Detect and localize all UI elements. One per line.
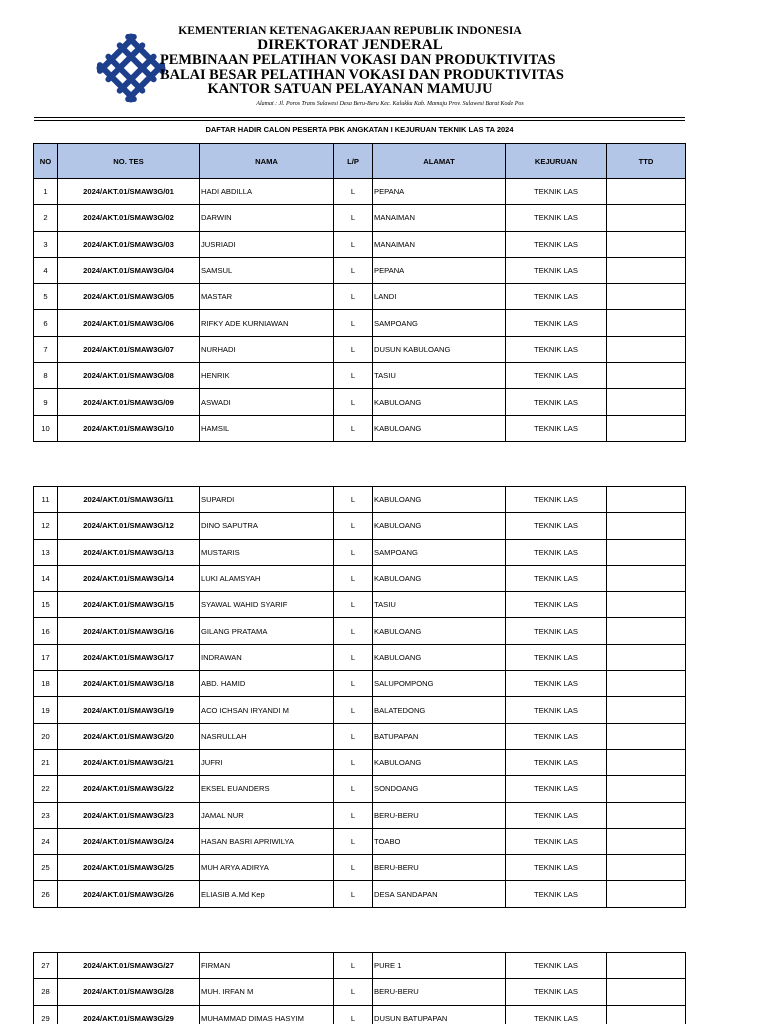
cell-nama: HENRIK <box>200 363 334 389</box>
cell-nama: JUSRIADI <box>200 231 334 257</box>
cell-alamat: PEPANA <box>373 179 506 205</box>
cell-no-tes: 2024/AKT.01/SMAW3G/03 <box>58 231 200 257</box>
cell-ttd <box>607 776 686 802</box>
cell-nama: SAMSUL <box>200 257 334 283</box>
office-name: KANTOR SATUAN PELAYANAN MAMUJU <box>207 81 493 98</box>
table-row <box>34 336 686 362</box>
cell-no: 5 <box>34 284 58 310</box>
cell-nama: HASAN BASRI APRIWILYA <box>200 828 334 854</box>
table-row <box>34 363 686 389</box>
cell-kejuruan: TEKNIK LAS <box>506 257 607 283</box>
cell-ttd <box>607 802 686 828</box>
cell-nama: ABD. HAMID <box>200 671 334 697</box>
institution-name: BALAI BESAR PELATIHAN VOKASI DAN PRODUKTIVITAS <box>160 66 564 83</box>
cell-lp: L <box>334 828 373 854</box>
cell-lp: L <box>334 487 373 513</box>
cell-no-tes: 2024/AKT.01/SMAW3G/04 <box>58 257 200 283</box>
cell-kejuruan: TEKNIK LAS <box>506 671 607 697</box>
cell-no-tes: 2024/AKT.01/SMAW3G/07 <box>58 336 200 362</box>
cell-kejuruan: TEKNIK LAS <box>506 953 607 979</box>
cell-no: 4 <box>34 257 58 283</box>
cell-lp: L <box>334 310 373 336</box>
cell-no: 12 <box>34 513 58 539</box>
header-kejuruan: KEJURUAN <box>506 144 607 179</box>
table-row <box>34 953 686 979</box>
cell-no-tes: 2024/AKT.01/SMAW3G/13 <box>58 539 200 565</box>
cell-nama: FIRMAN <box>200 953 334 979</box>
cell-lp: L <box>334 802 373 828</box>
cell-ttd <box>607 179 686 205</box>
cell-no-tes: 2024/AKT.01/SMAW3G/25 <box>58 855 200 881</box>
cell-no: 27 <box>34 953 58 979</box>
cell-no: 21 <box>34 749 58 775</box>
cell-lp: L <box>334 979 373 1005</box>
cell-ttd <box>607 539 686 565</box>
cell-alamat: BALATEDONG <box>373 697 506 723</box>
cell-kejuruan: TEKNIK LAS <box>506 855 607 881</box>
cell-alamat: SALUPOMPONG <box>373 671 506 697</box>
cell-kejuruan: TEKNIK LAS <box>506 205 607 231</box>
attendance-table-3 <box>33 952 686 1024</box>
table-row <box>34 565 686 591</box>
table-row <box>34 776 686 802</box>
cell-no: 8 <box>34 363 58 389</box>
cell-alamat: BATUPAPAN <box>373 723 506 749</box>
cell-no: 29 <box>34 1005 58 1024</box>
table-row <box>34 644 686 670</box>
cell-alamat: TASIU <box>373 363 506 389</box>
table-row <box>34 231 686 257</box>
cell-kejuruan: TEKNIK LAS <box>506 644 607 670</box>
cell-ttd <box>607 881 686 907</box>
cell-no: 20 <box>34 723 58 749</box>
table-row <box>34 389 686 415</box>
cell-no: 1 <box>34 179 58 205</box>
cell-nama: INDRAWAN <box>200 644 334 670</box>
cell-nama: DINO SAPUTRA <box>200 513 334 539</box>
letterhead-rule-thin <box>34 120 685 121</box>
cell-no: 18 <box>34 671 58 697</box>
cell-lp: L <box>334 415 373 441</box>
cell-alamat: BERU-BERU <box>373 855 506 881</box>
cell-no: 28 <box>34 979 58 1005</box>
cell-nama: MUHAMMAD DIMAS HASYIM <box>200 1005 334 1024</box>
cell-ttd <box>607 336 686 362</box>
cell-no-tes: 2024/AKT.01/SMAW3G/09 <box>58 389 200 415</box>
cell-no: 23 <box>34 802 58 828</box>
cell-alamat: SONDOANG <box>373 776 506 802</box>
cell-no: 14 <box>34 565 58 591</box>
table-row <box>34 310 686 336</box>
cell-nama: MASTAR <box>200 284 334 310</box>
table-row <box>34 855 686 881</box>
ministry-logo-icon <box>96 33 166 103</box>
cell-nama: HADI ABDILLA <box>200 179 334 205</box>
cell-kejuruan: TEKNIK LAS <box>506 513 607 539</box>
cell-no-tes: 2024/AKT.01/SMAW3G/23 <box>58 802 200 828</box>
cell-nama: JAMAL NUR <box>200 802 334 828</box>
cell-lp: L <box>334 363 373 389</box>
cell-lp: L <box>334 284 373 310</box>
table-row <box>34 592 686 618</box>
cell-ttd <box>607 310 686 336</box>
cell-ttd <box>607 284 686 310</box>
cell-alamat: MANAIMAN <box>373 231 506 257</box>
cell-no-tes: 2024/AKT.01/SMAW3G/24 <box>58 828 200 854</box>
directorate-name: DIREKTORAT JENDERAL <box>257 36 443 53</box>
cell-no: 6 <box>34 310 58 336</box>
cell-kejuruan: TEKNIK LAS <box>506 487 607 513</box>
cell-lp: L <box>334 389 373 415</box>
cell-kejuruan: TEKNIK LAS <box>506 363 607 389</box>
cell-nama: DARWIN <box>200 205 334 231</box>
cell-lp: L <box>334 565 373 591</box>
cell-nama: ACO ICHSAN IRYANDI M <box>200 697 334 723</box>
cell-kejuruan: TEKNIK LAS <box>506 179 607 205</box>
cell-lp: L <box>334 205 373 231</box>
cell-alamat: BERU-BERU <box>373 979 506 1005</box>
cell-alamat: KABULOANG <box>373 389 506 415</box>
cell-no: 11 <box>34 487 58 513</box>
cell-lp: L <box>334 749 373 775</box>
cell-nama: ASWADI <box>200 389 334 415</box>
cell-no-tes: 2024/AKT.01/SMAW3G/28 <box>58 979 200 1005</box>
cell-no-tes: 2024/AKT.01/SMAW3G/05 <box>58 284 200 310</box>
cell-nama: SUPARDI <box>200 487 334 513</box>
cell-no: 15 <box>34 592 58 618</box>
cell-no-tes: 2024/AKT.01/SMAW3G/19 <box>58 697 200 723</box>
cell-lp: L <box>334 231 373 257</box>
cell-lp: L <box>334 618 373 644</box>
office-address: Alamat : Jl. Poros Trans Sulawesi Desa Beru-Beru Kec. Kalukku Kab. Mamuju Prov. Sulawesi Barat Kode Pos <box>256 101 524 107</box>
cell-ttd <box>607 205 686 231</box>
table-row <box>34 415 686 441</box>
cell-nama: MUSTARIS <box>200 539 334 565</box>
cell-ttd <box>607 749 686 775</box>
table-row <box>34 697 686 723</box>
cell-nama: GILANG PRATAMA <box>200 618 334 644</box>
cell-no: 10 <box>34 415 58 441</box>
cell-kejuruan: TEKNIK LAS <box>506 336 607 362</box>
cell-kejuruan: TEKNIK LAS <box>506 802 607 828</box>
table-header-row <box>34 144 686 179</box>
cell-ttd <box>607 828 686 854</box>
cell-nama: MUH. IRFAN M <box>200 979 334 1005</box>
cell-lp: L <box>334 697 373 723</box>
cell-no-tes: 2024/AKT.01/SMAW3G/08 <box>58 363 200 389</box>
cell-nama: NASRULLAH <box>200 723 334 749</box>
cell-alamat: KABULOANG <box>373 644 506 670</box>
header-lp: L/P <box>334 144 373 179</box>
cell-kejuruan: TEKNIK LAS <box>506 415 607 441</box>
cell-no: 16 <box>34 618 58 644</box>
cell-lp: L <box>334 539 373 565</box>
cell-ttd <box>607 389 686 415</box>
cell-lp: L <box>334 513 373 539</box>
cell-no-tes: 2024/AKT.01/SMAW3G/27 <box>58 953 200 979</box>
letterhead-rule-thick <box>34 117 685 118</box>
cell-alamat: DESA SANDAPAN <box>373 881 506 907</box>
cell-alamat: PEPANA <box>373 257 506 283</box>
cell-alamat: KABULOANG <box>373 415 506 441</box>
cell-ttd <box>607 644 686 670</box>
cell-no-tes: 2024/AKT.01/SMAW3G/11 <box>58 487 200 513</box>
cell-no: 3 <box>34 231 58 257</box>
table-row <box>34 979 686 1005</box>
cell-lp: L <box>334 336 373 362</box>
table-row <box>34 828 686 854</box>
cell-kejuruan: TEKNIK LAS <box>506 697 607 723</box>
table-row <box>34 881 686 907</box>
cell-kejuruan: TEKNIK LAS <box>506 776 607 802</box>
cell-kejuruan: TEKNIK LAS <box>506 881 607 907</box>
cell-lp: L <box>334 855 373 881</box>
cell-alamat: KABULOANG <box>373 513 506 539</box>
cell-lp: L <box>334 723 373 749</box>
cell-nama: RIFKY ADE KURNIAWAN <box>200 310 334 336</box>
cell-kejuruan: TEKNIK LAS <box>506 592 607 618</box>
cell-kejuruan: TEKNIK LAS <box>506 723 607 749</box>
table-row <box>34 487 686 513</box>
cell-ttd <box>607 592 686 618</box>
table-row <box>34 284 686 310</box>
cell-lp: L <box>334 671 373 697</box>
table-row <box>34 205 686 231</box>
cell-lp: L <box>334 953 373 979</box>
cell-no-tes: 2024/AKT.01/SMAW3G/20 <box>58 723 200 749</box>
cell-nama: JUFRI <box>200 749 334 775</box>
cell-no-tes: 2024/AKT.01/SMAW3G/12 <box>58 513 200 539</box>
cell-kejuruan: TEKNIK LAS <box>506 565 607 591</box>
cell-lp: L <box>334 1005 373 1024</box>
header-nama: NAMA <box>200 144 334 179</box>
cell-no: 26 <box>34 881 58 907</box>
cell-nama: HAMSIL <box>200 415 334 441</box>
cell-ttd <box>607 415 686 441</box>
cell-nama: ELIASIB A.Md Kep <box>200 881 334 907</box>
cell-no-tes: 2024/AKT.01/SMAW3G/29 <box>58 1005 200 1024</box>
attendance-table-1 <box>33 143 686 442</box>
cell-lp: L <box>334 179 373 205</box>
cell-lp: L <box>334 776 373 802</box>
cell-lp: L <box>334 881 373 907</box>
cell-kejuruan: TEKNIK LAS <box>506 749 607 775</box>
letterhead <box>0 0 768 125</box>
table-row <box>34 179 686 205</box>
cell-no: 13 <box>34 539 58 565</box>
attendance-table-2 <box>33 486 686 908</box>
cell-ttd <box>607 697 686 723</box>
header-no: NO <box>34 144 58 179</box>
cell-alamat: TOABO <box>373 828 506 854</box>
table-row <box>34 539 686 565</box>
letterhead-text <box>160 25 564 98</box>
cell-alamat: MANAIMAN <box>373 205 506 231</box>
cell-kejuruan: TEKNIK LAS <box>506 979 607 1005</box>
cell-ttd <box>607 565 686 591</box>
cell-ttd <box>607 513 686 539</box>
cell-alamat: PURE 1 <box>373 953 506 979</box>
table-row <box>34 749 686 775</box>
cell-no: 19 <box>34 697 58 723</box>
cell-nama: MUH ARYA ADIRYA <box>200 855 334 881</box>
cell-no-tes: 2024/AKT.01/SMAW3G/10 <box>58 415 200 441</box>
cell-kejuruan: TEKNIK LAS <box>506 828 607 854</box>
cell-ttd <box>607 487 686 513</box>
cell-kejuruan: TEKNIK LAS <box>506 310 607 336</box>
cell-alamat: DUSUN BATUPAPAN <box>373 1005 506 1024</box>
cell-ttd <box>607 855 686 881</box>
table-row <box>34 671 686 697</box>
ministry-name: KEMENTERIAN KETENAGAKERJAAN REPUBLIK INDONESIA <box>178 25 522 37</box>
cell-lp: L <box>334 644 373 670</box>
cell-no: 24 <box>34 828 58 854</box>
cell-no-tes: 2024/AKT.01/SMAW3G/02 <box>58 205 200 231</box>
cell-no-tes: 2024/AKT.01/SMAW3G/18 <box>58 671 200 697</box>
cell-no-tes: 2024/AKT.01/SMAW3G/15 <box>58 592 200 618</box>
cell-ttd <box>607 363 686 389</box>
cell-kejuruan: TEKNIK LAS <box>506 389 607 415</box>
cell-nama: EKSEL EUANDERS <box>200 776 334 802</box>
cell-ttd <box>607 723 686 749</box>
table-row <box>34 618 686 644</box>
cell-kejuruan: TEKNIK LAS <box>506 284 607 310</box>
cell-ttd <box>607 1005 686 1024</box>
table-row <box>34 257 686 283</box>
cell-no: 2 <box>34 205 58 231</box>
table-row <box>34 1005 686 1024</box>
cell-alamat: SAMPOANG <box>373 539 506 565</box>
cell-alamat: DUSUN KABULOANG <box>373 336 506 362</box>
cell-kejuruan: TEKNIK LAS <box>506 539 607 565</box>
table-row <box>34 513 686 539</box>
cell-alamat: KABULOANG <box>373 487 506 513</box>
document-title: DAFTAR HADIR CALON PESERTA PBK ANGKATAN I KEJURUAN TEKNIK LAS TA 2024 <box>205 125 514 134</box>
cell-alamat: KABULOANG <box>373 565 506 591</box>
cell-nama: NURHADI <box>200 336 334 362</box>
cell-no-tes: 2024/AKT.01/SMAW3G/06 <box>58 310 200 336</box>
cell-no: 22 <box>34 776 58 802</box>
cell-lp: L <box>334 257 373 283</box>
cell-no-tes: 2024/AKT.01/SMAW3G/26 <box>58 881 200 907</box>
cell-no-tes: 2024/AKT.01/SMAW3G/17 <box>58 644 200 670</box>
table-row <box>34 802 686 828</box>
cell-kejuruan: TEKNIK LAS <box>506 231 607 257</box>
cell-alamat: LANDI <box>373 284 506 310</box>
cell-ttd <box>607 231 686 257</box>
cell-lp: L <box>334 592 373 618</box>
cell-no-tes: 2024/AKT.01/SMAW3G/01 <box>58 179 200 205</box>
cell-no-tes: 2024/AKT.01/SMAW3G/22 <box>58 776 200 802</box>
cell-ttd <box>607 618 686 644</box>
cell-no: 9 <box>34 389 58 415</box>
cell-alamat: SAMPOANG <box>373 310 506 336</box>
cell-no: 7 <box>34 336 58 362</box>
cell-ttd <box>607 257 686 283</box>
cell-nama: LUKI ALAMSYAH <box>200 565 334 591</box>
cell-ttd <box>607 671 686 697</box>
cell-no-tes: 2024/AKT.01/SMAW3G/14 <box>58 565 200 591</box>
cell-no: 25 <box>34 855 58 881</box>
cell-ttd <box>607 979 686 1005</box>
header-alamat: ALAMAT <box>373 144 506 179</box>
cell-alamat: KABULOANG <box>373 618 506 644</box>
cell-kejuruan: TEKNIK LAS <box>506 1005 607 1024</box>
header-no-tes: NO. TES <box>58 144 200 179</box>
cell-kejuruan: TEKNIK LAS <box>506 618 607 644</box>
directorate-subtitle: PEMBINAAN PELATIHAN VOKASI DAN PRODUKTIVITAS <box>160 52 556 69</box>
cell-alamat: KABULOANG <box>373 749 506 775</box>
cell-nama: SYAWAL WAHID SYARIF <box>200 592 334 618</box>
cell-alamat: BERU-BERU <box>373 802 506 828</box>
cell-no: 17 <box>34 644 58 670</box>
cell-alamat: TASIU <box>373 592 506 618</box>
cell-no-tes: 2024/AKT.01/SMAW3G/21 <box>58 749 200 775</box>
cell-ttd <box>607 953 686 979</box>
header-ttd: TTD <box>607 144 686 179</box>
cell-no-tes: 2024/AKT.01/SMAW3G/16 <box>58 618 200 644</box>
table-row <box>34 723 686 749</box>
